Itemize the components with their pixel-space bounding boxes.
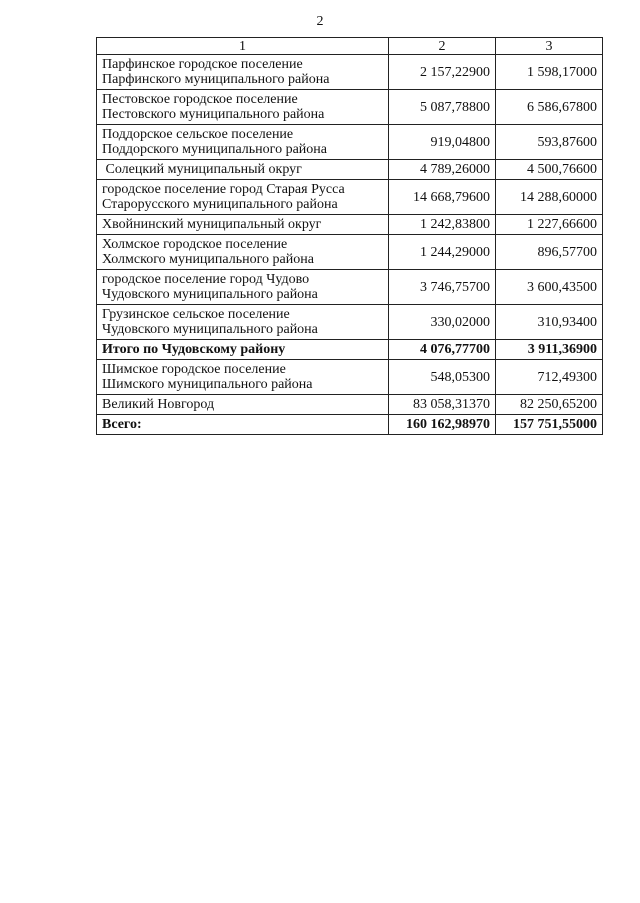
column-header-2: 2 xyxy=(389,38,496,55)
value-column-3-cell: 157 751,55000 xyxy=(496,415,603,435)
value-column-2-cell: 5 087,78800 xyxy=(389,90,496,125)
value-column-2-cell: 1 242,83800 xyxy=(389,215,496,235)
table-row xyxy=(97,235,603,270)
value-column-3-cell: 1 598,17000 xyxy=(496,55,603,90)
value-column-2-cell: 3 746,75700 xyxy=(389,270,496,305)
municipality-name-cell xyxy=(97,270,389,305)
municipality-name-line: Старорусского муниципального района xyxy=(102,197,338,212)
value-column-2-cell: 330,02000 xyxy=(389,305,496,340)
municipality-name-cell xyxy=(97,395,389,415)
municipality-name-line: городское поселение город Чудово xyxy=(102,272,310,287)
table-row xyxy=(97,270,603,305)
municipality-name-line: Чудовского муниципального района xyxy=(102,322,318,337)
value-column-2-cell: 4 076,77700 xyxy=(389,340,496,360)
table-row xyxy=(97,125,603,160)
municipality-name-line: Поддорское сельское поселение xyxy=(102,127,294,142)
value-column-3-cell: 896,57700 xyxy=(496,235,603,270)
value-column-3-cell: 6 586,67800 xyxy=(496,90,603,125)
table-row xyxy=(97,360,603,395)
municipality-name-line: Солецкий муниципальный округ xyxy=(102,162,302,177)
municipality-name-line: Итого по Чудовскому району xyxy=(102,342,286,357)
value-column-3-cell: 593,87600 xyxy=(496,125,603,160)
municipality-name-line: Холмское городское поселение xyxy=(102,237,288,252)
table-body xyxy=(97,55,603,435)
table-row xyxy=(97,415,603,435)
value-column-2-cell: 4 789,26000 xyxy=(389,160,496,180)
municipality-name-line: Всего: xyxy=(102,417,142,432)
municipality-name-cell xyxy=(97,180,389,215)
municipality-name-cell xyxy=(97,55,389,90)
table-row xyxy=(97,180,603,215)
municipality-name-line: Холмского муниципального района xyxy=(102,252,314,267)
table-row xyxy=(97,90,603,125)
municipality-name-line: Грузинское сельское поселение xyxy=(102,307,290,322)
municipality-name-line: Поддорского муниципального района xyxy=(102,142,327,157)
value-column-3-cell: 3 911,36900 xyxy=(496,340,603,360)
municipality-name-cell xyxy=(97,215,389,235)
column-header-3: 3 xyxy=(496,38,603,55)
column-header-1: 1 xyxy=(97,38,389,55)
page-number: 2 xyxy=(316,14,324,29)
municipality-name-line: Шимское городское поселение xyxy=(102,362,286,377)
municipality-name-line: Парфинского муниципального района xyxy=(102,72,330,87)
value-column-3-cell: 310,93400 xyxy=(496,305,603,340)
value-column-3-cell: 14 288,60000 xyxy=(496,180,603,215)
table-row xyxy=(97,55,603,90)
table-row xyxy=(97,340,603,360)
municipality-name-line: Великий Новгород xyxy=(102,397,215,412)
value-column-3-cell: 3 600,43500 xyxy=(496,270,603,305)
municipality-name-cell xyxy=(97,340,389,360)
value-column-2-cell: 2 157,22900 xyxy=(389,55,496,90)
value-column-2-cell: 83 058,31370 xyxy=(389,395,496,415)
municipality-name-line: Парфинское городское поселение xyxy=(102,57,303,72)
municipality-name-cell xyxy=(97,90,389,125)
value-column-2-cell: 1 244,29000 xyxy=(389,235,496,270)
municipality-name-line: Чудовского муниципального района xyxy=(102,287,318,302)
table-row xyxy=(97,160,603,180)
table-header-row xyxy=(97,38,603,55)
table-row xyxy=(97,215,603,235)
value-column-2-cell: 919,04800 xyxy=(389,125,496,160)
municipality-name-cell xyxy=(97,415,389,435)
municipality-name-line: Пестовского муниципального района xyxy=(102,107,325,122)
table-row xyxy=(97,395,603,415)
value-column-3-cell: 82 250,65200 xyxy=(496,395,603,415)
municipality-name-line: Хвойнинский муниципальный округ xyxy=(102,217,322,232)
municipality-name-line: городское поселение город Старая Русса xyxy=(102,182,345,197)
table-row xyxy=(97,305,603,340)
municipality-name-line: Шимского муниципального района xyxy=(102,377,313,392)
value-column-3-cell: 712,49300 xyxy=(496,360,603,395)
value-column-2-cell: 548,05300 xyxy=(389,360,496,395)
value-column-3-cell: 4 500,76600 xyxy=(496,160,603,180)
value-column-3-cell: 1 227,66600 xyxy=(496,215,603,235)
value-column-2-cell: 160 162,98970 xyxy=(389,415,496,435)
municipality-name-cell xyxy=(97,305,389,340)
budget-table xyxy=(96,37,603,435)
value-column-2-cell: 14 668,79600 xyxy=(389,180,496,215)
municipality-name-line: Пестовское городское поселение xyxy=(102,92,298,107)
municipality-name-cell xyxy=(97,360,389,395)
municipality-name-cell xyxy=(97,160,389,180)
municipality-name-cell xyxy=(97,125,389,160)
municipality-name-cell xyxy=(97,235,389,270)
